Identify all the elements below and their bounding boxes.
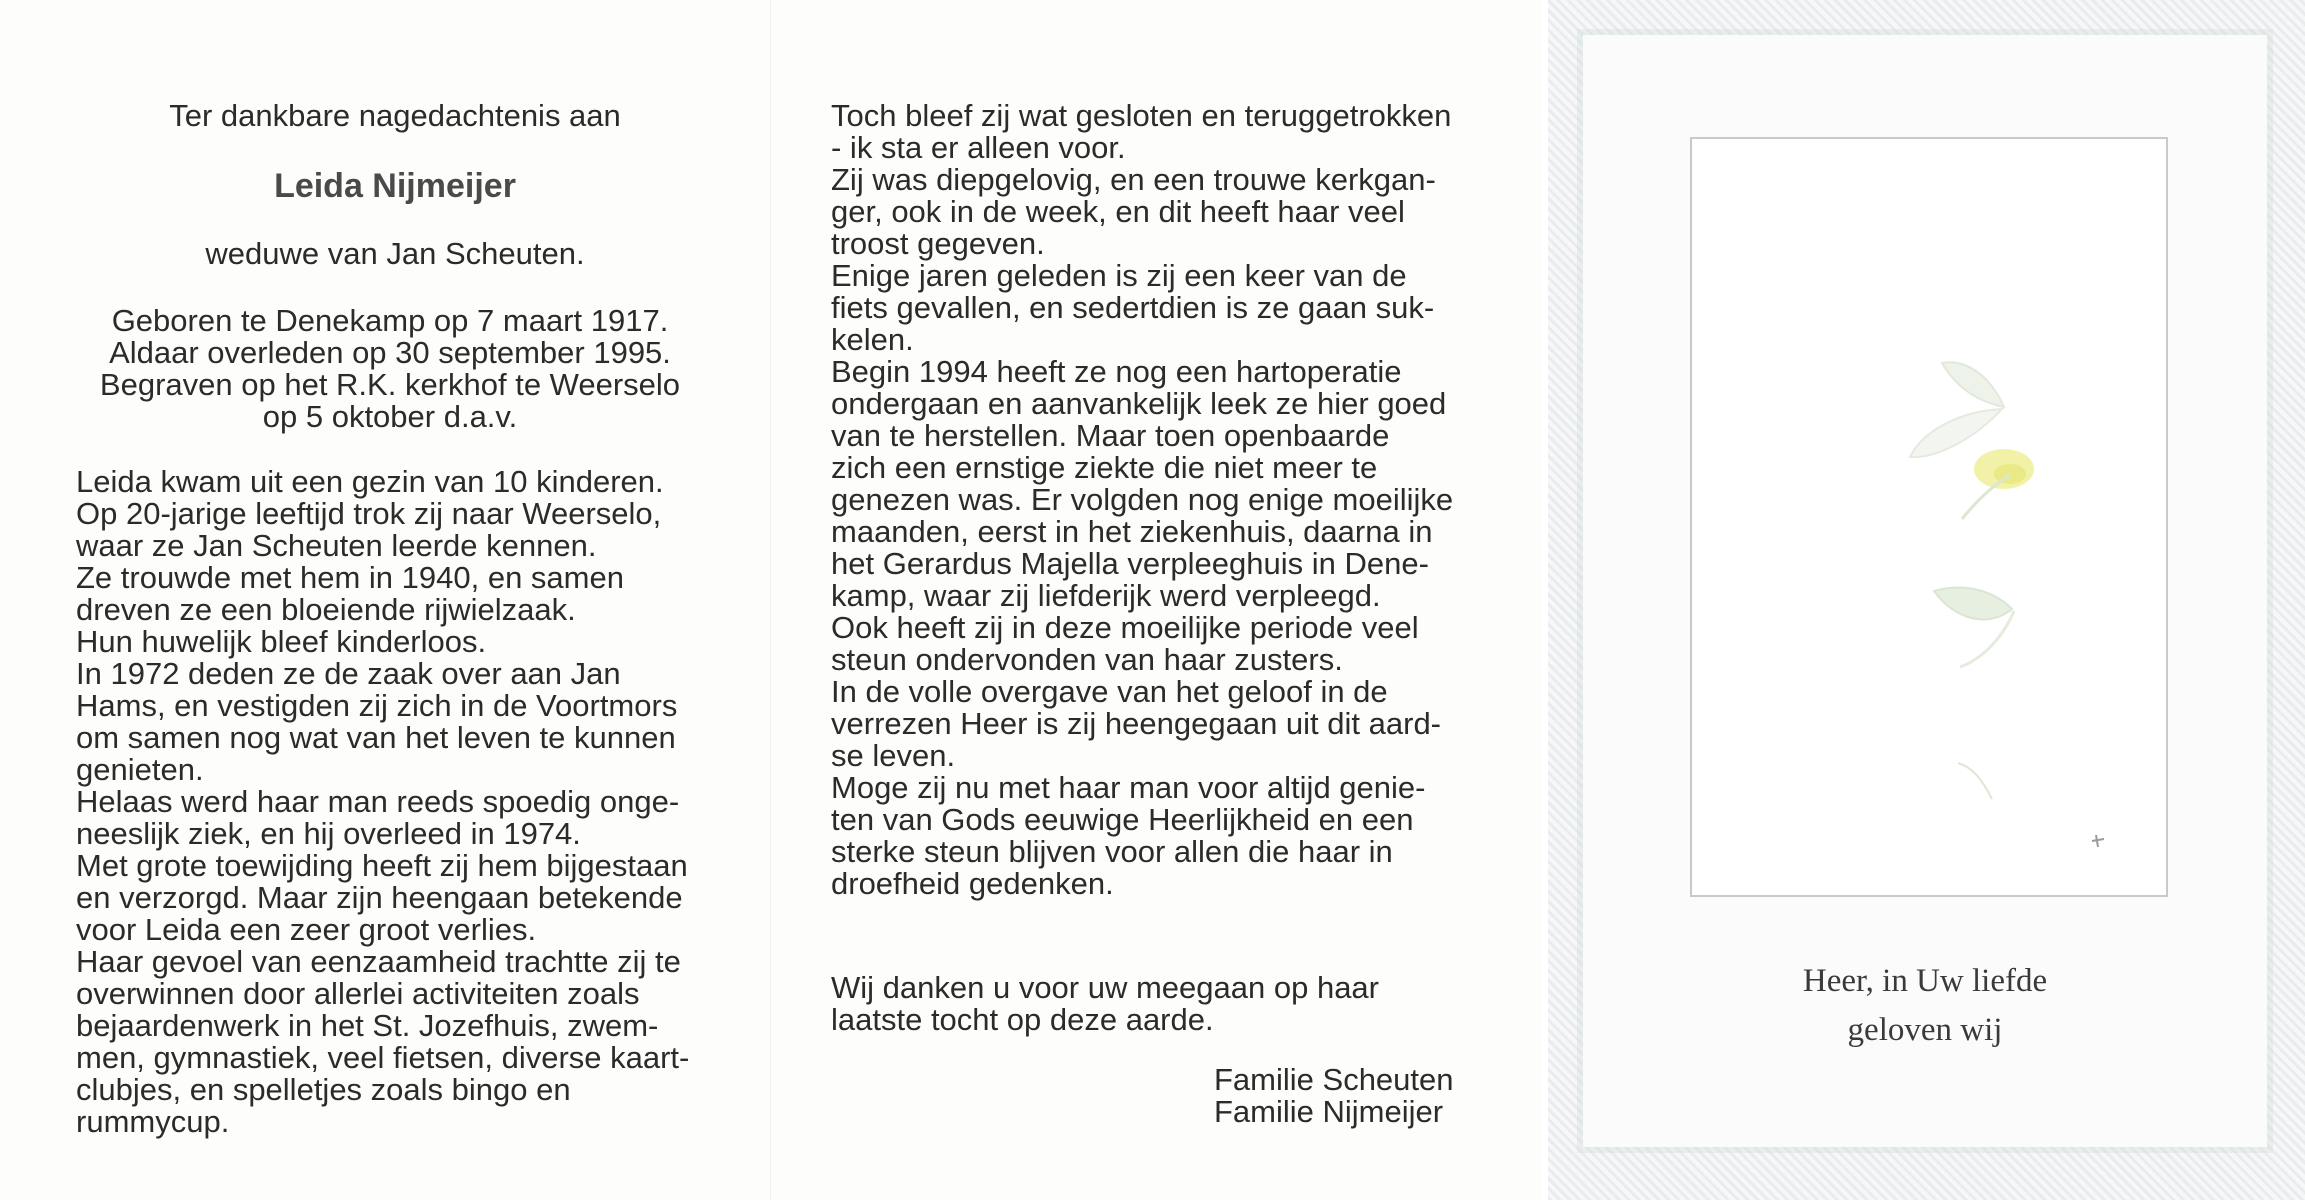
life-dates xyxy=(60,305,720,433)
paragraph-line: fiets gevallen, en sedertdien is ze gaan suk- xyxy=(831,290,1435,325)
paragraph-line: sterke steun blijven voor allen die haar in xyxy=(831,834,1393,869)
cover-page xyxy=(1548,0,2305,1200)
bio-line: waar ze Jan Scheuten leerde kennen. xyxy=(76,528,597,563)
signature-line: Familie Nijmeijer xyxy=(1214,1094,1444,1129)
white-lily-icon xyxy=(1692,139,2166,895)
paragraph-line: van te herstellen. Maar toen openbaarde xyxy=(831,418,1390,453)
paragraph-line: Zij was diepgelovig, en een trouwe kerkgan- xyxy=(831,162,1436,197)
widow-of-line: weduwe van Jan Scheuten. xyxy=(205,236,585,271)
bio-line: om samen nog wat van het leven te kunnen xyxy=(76,720,676,755)
bio-line: Hun huwelijk bleef kinderloos. xyxy=(76,624,487,659)
paragraph-line: se leven. xyxy=(831,738,956,773)
date-line: Aldaar overleden op 30 september 1995. xyxy=(109,335,671,370)
bio-line: Hams, en vestigden zij zich in de Voortmors xyxy=(76,688,678,723)
paragraph-line: Enige jaren geleden is zij een keer van de xyxy=(831,258,1407,293)
paragraph-line: troost gegeven. xyxy=(831,226,1045,261)
cover-card xyxy=(1583,35,2267,1147)
date-line: Begraven op het R.K. kerkhof te Weerselo xyxy=(99,367,681,402)
bio-line: en verzorgd. Maar zijn heengaan betekende xyxy=(76,880,683,915)
paragraph-line: zich een ernstige ziekte die niet meer te xyxy=(831,450,1378,485)
bio-line: Leida kwam uit een gezin van 10 kinderen. xyxy=(76,464,664,499)
family-signatures xyxy=(1214,1064,1514,1128)
dedication-line: Ter dankbare nagedachtenis aan xyxy=(169,98,621,133)
bio-line: In 1972 deden ze de zaak over aan Jan xyxy=(76,656,621,691)
middle-page xyxy=(770,0,1541,1200)
bio-line: Met grote toewijding heeft zij hem bijgestaan xyxy=(76,848,688,883)
paragraph-line: Ook heeft zij in deze moeilijke periode veel xyxy=(831,610,1419,645)
paragraph-line: droefheid gedenken. xyxy=(831,866,1114,901)
paragraph-line: ten van Gods eeuwige Heerlijkheid en een xyxy=(831,802,1414,837)
paragraph-line: steun ondervonden van haar zusters. xyxy=(831,642,1343,677)
thanks-note xyxy=(831,972,1491,1036)
bio-line: dreven ze een bloeiende rijwielzaak. xyxy=(76,592,576,627)
paragraph-line: Toch bleef zij wat gesloten en teruggetrokken xyxy=(831,98,1452,133)
left-page xyxy=(0,0,770,1200)
bio-line: genieten. xyxy=(76,752,204,787)
bio-line: men, gymnastiek, veel fietsen, diverse kaart- xyxy=(76,1040,690,1075)
bio-line: rummycup. xyxy=(76,1104,230,1139)
paragraph-line: In de volle overgave van het geloof in de xyxy=(831,674,1388,709)
verse-line: geloven wij xyxy=(1847,1012,2003,1048)
bio-line: neeslijk ziek, en hij overleed in 1974. xyxy=(76,816,581,851)
paragraph-line: Moge zij nu met haar man voor altijd genie- xyxy=(831,770,1426,805)
date-line: op 5 oktober d.a.v. xyxy=(262,399,518,434)
paragraph-line: kamp, waar zij liefderijk werd verpleegd. xyxy=(831,578,1381,613)
bio-line: Haar gevoel van eenzaamheid trachtte zij te xyxy=(76,944,681,979)
memorial-paragraph xyxy=(831,100,1491,900)
signature-line: Familie Scheuten xyxy=(1214,1062,1454,1097)
paragraph-line: genezen was. Er volgden nog enige moeilijke xyxy=(831,482,1454,517)
biography xyxy=(76,466,726,1138)
paragraph-line: - ik sta er alleen voor. xyxy=(831,130,1126,165)
paragraph-line: het Gerardus Majella verpleeghuis in Dene- xyxy=(831,546,1429,581)
bio-line: Op 20-jarige leeftijd trok zij naar Weerselo, xyxy=(76,496,662,531)
bio-line: clubjes, en spelletjes zoals bingo en xyxy=(76,1072,571,1107)
date-line: Geboren te Denekamp op 7 maart 1917. xyxy=(111,303,669,338)
thanks-line: Wij danken u voor uw meegaan op haar xyxy=(831,970,1379,1005)
paragraph-line: maanden, eerst in het ziekenhuis, daarna in xyxy=(831,514,1433,549)
paragraph-line: Begin 1994 heeft ze nog een hartoperatie xyxy=(831,354,1402,389)
verse-line: Heer, in Uw liefde xyxy=(1802,963,2048,999)
illustration-frame xyxy=(1690,137,2168,897)
bio-line: Ze trouwde met hem in 1940, en samen xyxy=(76,560,624,595)
deceased-name: Leida Nijmeijer xyxy=(274,167,516,205)
paragraph-line: kelen. xyxy=(831,322,914,357)
bio-line: bejaardenwerk in het St. Jozefhuis, zwem- xyxy=(76,1008,659,1043)
paragraph-line: ondergaan en aanvankelijk leek ze hier goed xyxy=(831,386,1447,421)
paragraph-line: ger, ook in de week, en dit heeft haar veel xyxy=(831,194,1405,229)
bio-line: overwinnen door allerlei activiteiten zoals xyxy=(76,976,640,1011)
paragraph-line: verrezen Heer is zij heengegaan uit dit aard- xyxy=(831,706,1442,741)
thanks-line: laatste tocht op deze aarde. xyxy=(831,1002,1214,1037)
bio-line: voor Leida een zeer groot verlies. xyxy=(76,912,537,947)
bio-line: Helaas werd haar man reeds spoedig onge- xyxy=(76,784,680,819)
